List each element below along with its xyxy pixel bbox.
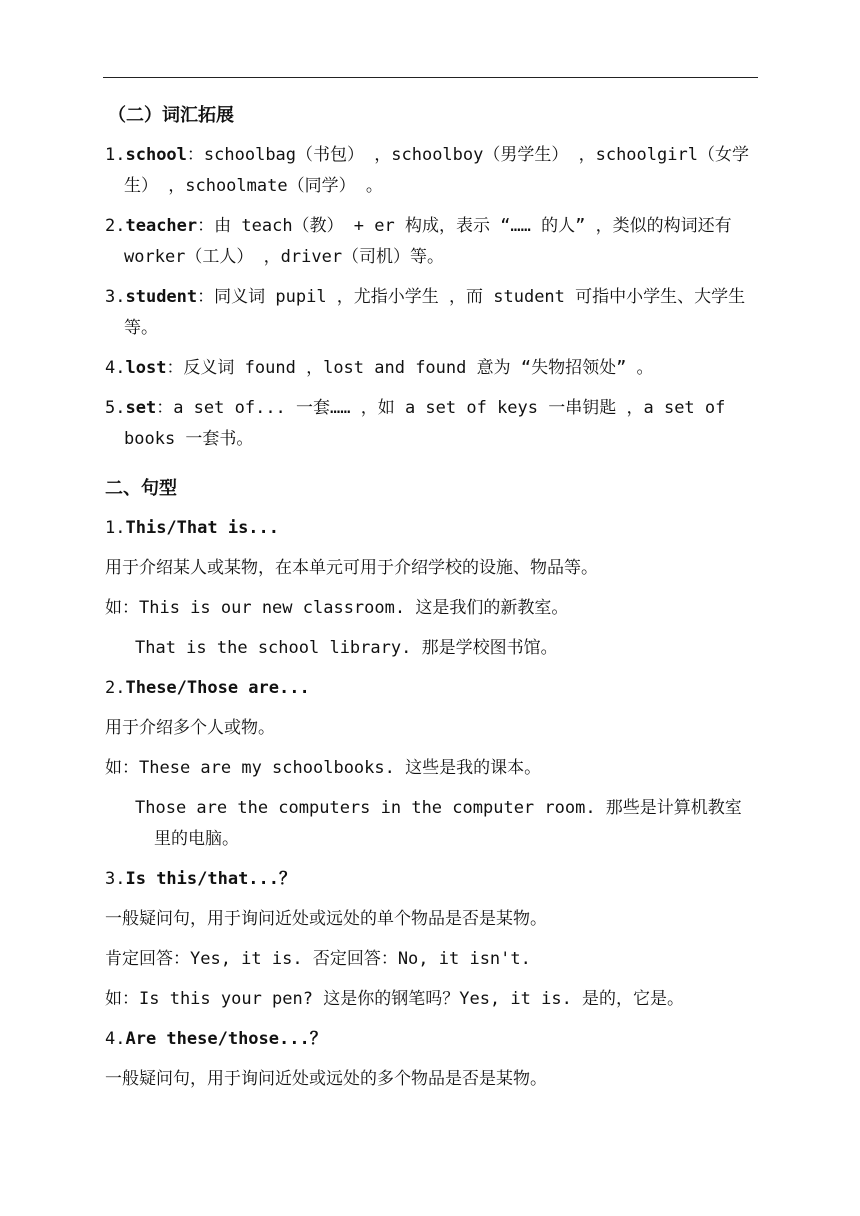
vocab-text: ：反义词 found ，lost and found 意为 “失物招领处” 。: [166, 358, 654, 378]
vocab-text: ：由 teach（教） + er 构成，表示 “…… 的人” ，类似的构词还有 worker（工人） ，driver（司机）等。: [124, 216, 732, 267]
pattern-title: 3.Is this/that...？: [105, 869, 297, 889]
vocab-word: school: [125, 145, 187, 165]
vocab-text: ：a set of... 一套…… ，如 a set of keys 一串钥匙 ，a set of books 一套书。: [124, 398, 726, 449]
vocab-item-lost: 4.lost：反义词 found ，lost and found 意为 “失物招领处” 。: [105, 358, 654, 378]
pattern-title: 1.This/That is...: [105, 518, 280, 538]
vocab-word: teacher: [125, 216, 198, 236]
vocab-word: lost: [125, 358, 167, 378]
pattern-example: Those are the computers in the computer room. 那些是计算机教室里的电脑。: [135, 798, 742, 849]
pattern-example: 如：These are my schoolbooks. 这些是我的课本。: [105, 758, 542, 778]
vocab-text: ：同义词 pupil ，尤指小学生 ，而 student 可指中小学生、大学生等。: [124, 287, 746, 338]
pattern-title: 2.These/Those are...: [105, 678, 310, 698]
sentences-heading: 二、句型: [105, 478, 177, 499]
pattern-example: 如：Is this your pen? 这是你的钢笔吗？Yes, it is. 是的，它是。: [105, 989, 685, 1009]
pattern-example: 如：This is our new classroom. 这是我们的新教室。: [105, 598, 569, 618]
pattern-desc: 用于介绍多个人或物。: [105, 718, 275, 738]
pattern-answer: 肯定回答：Yes, it is. 否定回答：No, it isn't.: [105, 949, 531, 969]
vocab-item-student: 3.student：同义词 pupil ，尤指小学生 ，而 student 可指中小学生、大学生等。: [105, 287, 746, 338]
vocab-text: ：schoolbag（书包） ，schoolboy（男学生） ，schoolgirl（女学生） ，schoolmate（同学） 。: [124, 145, 749, 196]
document-body: [105, 100, 755, 1104]
header-rule: [103, 77, 758, 78]
pattern-desc: 一般疑问句，用于询问近处或远处的单个物品是否是某物。: [105, 909, 547, 929]
pattern-example: That is the school library. 那是学校图书馆。: [135, 638, 558, 658]
vocab-heading: （二）词汇拓展: [108, 105, 234, 126]
pattern-desc: 用于介绍某人或某物，在本单元可用于介绍学校的设施、物品等。: [105, 558, 598, 578]
vocab-item-teacher: 2.teacher：由 teach（教） + er 构成，表示 “…… 的人” ，类似的构词还有 worker（工人） ，driver（司机）等。: [105, 216, 732, 267]
pattern-desc: 一般疑问句，用于询问近处或远处的多个物品是否是某物。: [105, 1069, 547, 1089]
vocab-item-set: 5.set：a set of... 一套…… ，如 a set of keys 一串钥匙 ，a set of books 一套书。: [105, 398, 726, 449]
pattern-title: 4.Are these/those...？: [105, 1029, 327, 1049]
vocab-word: set: [125, 398, 157, 418]
vocab-item-school: 1.school：schoolbag（书包） ，schoolboy（男学生） ，schoolgirl（女学生） ，schoolmate（同学） 。: [105, 145, 749, 196]
vocab-word: student: [125, 287, 198, 307]
